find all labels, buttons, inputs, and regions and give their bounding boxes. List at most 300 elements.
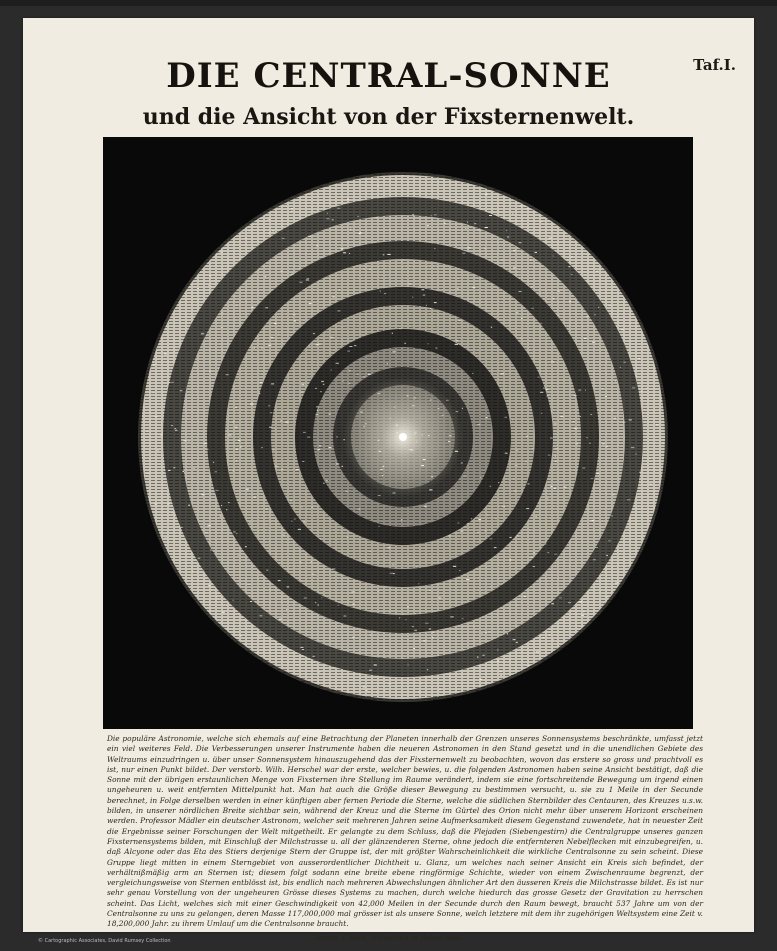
star-speck [318,344,321,345]
star-speck [412,297,413,298]
star-speck [323,483,325,484]
star-speck [526,508,529,509]
star-speck [512,213,513,214]
star-speck [639,472,641,473]
star-speck [513,478,514,479]
star-speck [323,384,325,385]
star-speck [530,557,533,558]
star-speck [399,328,402,329]
star-speck [541,221,543,222]
star-speck [432,632,435,633]
star-speck [325,480,327,481]
star-speck [586,437,588,438]
star-speck [201,494,204,495]
star-speck [516,642,518,643]
star-speck [478,519,481,520]
star-speck [221,327,223,328]
star-speck [349,370,350,371]
star-speck [270,412,272,413]
star-speck [465,228,466,229]
star-speck [309,303,312,304]
star-speck [351,591,354,592]
star-speck [342,466,343,467]
star-speck [564,487,567,488]
star-speck [396,432,398,433]
star-speck [629,419,632,420]
star-speck [176,545,177,546]
star-speck [621,329,624,330]
star-speck [474,223,476,224]
star-speck [318,672,321,673]
star-speck [393,351,396,352]
star-speck [538,377,540,378]
star-speck [612,494,616,495]
star-speck [320,391,322,392]
star-speck [407,606,409,607]
star-speck [591,478,594,479]
star-speck [175,430,178,431]
star-speck [153,392,154,393]
star-speck [363,269,365,270]
star-speck [434,248,435,249]
star-speck [215,490,218,491]
star-speck [237,555,239,556]
star-speck [311,561,312,562]
star-speck [477,229,480,230]
star-speck [358,509,361,510]
star-speck [544,544,547,545]
star-speck [249,231,251,232]
star-speck [359,233,361,234]
star-speck [369,670,372,671]
star-speck [533,566,536,567]
star-speck [171,382,174,383]
star-speck [595,547,598,548]
star-speck [459,570,460,571]
star-speck [387,363,388,364]
star-speck [306,280,309,281]
star-speck [384,690,385,691]
star-speck [245,238,246,239]
star-speck [250,404,253,405]
star-speck [458,523,460,524]
star-speck [283,535,285,536]
star-speck [662,443,665,444]
star-speck [627,499,631,500]
star-speck [236,460,237,461]
star-speck [429,629,431,630]
star-speck [641,391,642,392]
star-speck [387,547,390,548]
star-speck [568,266,570,267]
star-speck [467,222,468,223]
star-speck [477,657,479,658]
star-speck [530,259,532,260]
star-speck [303,522,305,523]
star-speck [236,533,238,534]
star-speck [430,308,431,309]
star-speck [360,412,362,413]
star-speck [313,656,315,657]
star-speck [171,425,172,426]
star-speck [554,554,557,555]
star-speck [232,600,233,601]
star-speck [410,449,413,450]
star-speck [328,447,331,448]
star-speck [315,414,318,415]
star-speck [168,503,171,504]
star-speck [531,308,534,309]
star-speck [448,441,450,442]
star-speck [370,269,372,270]
star-speck [396,425,398,426]
star-speck [226,509,227,510]
star-speck [210,550,212,551]
star-speck [602,388,604,389]
star-speck [621,552,622,553]
star-speck [632,387,635,388]
star-speck [434,302,437,303]
star-speck [453,566,456,567]
star-speck [462,253,465,254]
star-speck [301,507,303,508]
star-speck [174,428,176,429]
star-speck [555,461,557,462]
star-speck [245,546,247,547]
star-speck [207,449,208,450]
star-speck [218,369,219,370]
star-speck [363,376,365,377]
star-speck [468,247,471,248]
star-speck [579,601,582,602]
star-speck [431,215,433,216]
star-speck [300,647,303,648]
star-speck [631,447,634,448]
star-speck [188,441,190,442]
star-speck [222,612,225,613]
star-speck [532,448,533,449]
star-speck [485,227,488,228]
star-speck [297,664,299,665]
star-speck [250,601,252,602]
star-speck [407,395,409,396]
star-speck [221,505,222,506]
star-speck [638,358,641,359]
star-speck [352,637,354,638]
star-speck [553,298,554,299]
star-speck [220,252,223,253]
star-speck [307,278,310,279]
star-speck [582,468,585,469]
star-speck [421,465,424,466]
star-speck [423,295,426,296]
star-speck [271,383,274,384]
star-speck [462,618,464,619]
star-speck [505,417,507,418]
star-speck [528,665,530,666]
star-speck [380,469,383,470]
star-speck [542,637,544,638]
star-speck [261,348,263,349]
star-speck [535,516,536,517]
star-speck [499,671,502,672]
star-speck [336,436,337,437]
star-speck [429,489,432,490]
star-speck [480,477,482,478]
star-speck [547,396,549,397]
star-speck [233,531,236,532]
star-speck [551,361,554,362]
star-speck [484,248,486,249]
star-speck [188,505,190,506]
star-speck [515,465,518,466]
star-speck [332,297,334,298]
star-speck [280,420,281,421]
star-speck [596,473,599,474]
star-speck [368,691,370,692]
star-speck [393,573,395,574]
star-speck [343,252,346,253]
star-speck [291,211,293,212]
star-speck [392,333,393,334]
star-speck [439,689,441,690]
star-speck [498,482,499,483]
star-speck [543,388,545,389]
star-speck [457,288,458,289]
star-speck [442,415,444,416]
star-speck [308,345,310,346]
star-speck [273,230,275,231]
page-title: DIE CENTRAL-SONNE [166,56,611,96]
star-speck [409,283,412,284]
star-speck [379,451,382,452]
star-speck [266,509,267,510]
star-speck [477,424,480,425]
star-speck [365,423,367,424]
star-speck [636,376,637,377]
star-speck [549,238,552,239]
star-speck [551,603,554,604]
star-speck [290,500,292,501]
star-speck [536,651,539,652]
star-speck [357,216,359,217]
star-speck [346,491,348,492]
star-speck [540,323,542,324]
star-speck [412,405,415,406]
star-speck [337,208,340,209]
star-speck [414,613,415,614]
star-speck [611,515,612,516]
star-speck [240,446,242,447]
star-speck [339,290,340,291]
star-speck [210,276,211,277]
star-speck [341,248,344,249]
star-speck [551,411,552,412]
star-speck [241,231,242,232]
star-speck [485,632,487,633]
star-speck [399,617,400,618]
star-speck [236,305,237,306]
star-speck [615,582,618,583]
star-speck [439,597,442,598]
star-speck [497,660,499,661]
star-speck [424,506,427,507]
star-speck [268,405,270,406]
star-speck [553,639,554,640]
star-speck [313,333,315,334]
star-speck [428,435,430,436]
star-speck [159,500,162,501]
star-speck [605,396,607,397]
star-speck [354,345,356,346]
star-speck [524,461,527,462]
star-speck [286,609,287,610]
star-speck [407,665,408,666]
star-speck [164,537,167,538]
star-speck [505,453,508,454]
description-text: Die populäre Astronomie, welche sich ehemals auf eine Betrachtung der Planeten innerhalb der Grenzen unseres Sonnensystems beschränkte, umfasst jetzt ein viel weiteres Feld. Die Verbesserungen unserer Instrumente haben die neueren Astronomen in den Stand gesetzt und in die unendlichen Gebiete des Weltraums einzudringen u. über unser Sonnensystem hinauszugehend das der Fixsternenwelt zu beobachten, wovon das erstere so gross und prachtvoll es ist, nur einen Punkt bildet. Der verstorb. Wilh. Herschel war der erste, welcher bewies, u. die folgenden Astronomen haben seine Ansicht bestätigt, daß die Sonne mit der übrigen erstaunlichen Menge von Fixsternen ihre Stellung im Raume verändert, indem sie eine fortschreitende Bewegung um irgend einen ungeheuren u. weit entfernten Mittelpunkt hat. Man hat auch die Größe dieser Bewegung zu bestimmen versucht, u. sie zu 1 Meile in der Secunde berechnet, in Folge derselben werden in einer künftigen aber fernen Periode die Sterne, welche die südlichen Sternbilder des Centauren, des Kreuzes u.s.w. bilden, in unserer nördlichen Breite sichtbar sein, während der Kreuz und die Sterne im Gürtel des Orion nicht mehr über unserem Horizont erscheinen werden. Professor Mädler ein deutscher Astronom, welcher seit mehreren Jahren seine Aufmerksamkeit diesem Gegenstand zuwendete, hat in neuester Zeit die Ergebnisse seiner Forschungen der Welt mitgetheilt. Er gelangte zu dem Schluss, daß die Plejaden (Siebengestirn) die Centralgruppe unseres ganzen Fixsternensystems bilden, mit Einschluß der Milchstrasse u. all der glänzenderen Sterne, ohne jedoch die entfernteren Nebelflecken mit einzubegreifen, u. daß Alcyone oder das Eta des Stiers derjenige Stern der Gruppe ist, der mit größter Wahrscheinlichkeit die wirkliche Centralsonne zu sein scheint. Diese Gruppe liegt mitten in einem Sterngebiet von ausserordentlicher Dichtheit u. Glanz, um welches nach seiner Ansicht ein Kreis sich befindet, der verhältnißmäßig arm an Sternen ist; diesem folgt sodann eine breite ebene ringförmige Schichte, wieder von einem Zwischenraume begrenzt, der vergleichungsweise von Sternen entblösst ist, bis endlich nach mehreren Abwechslungen ähnlicher Art den äusseren Kreis die Milchstrasse bildet. Es ist nur sehr genau Vorstellung von der ungeheuren Grösse dieses Systems zu machen, durch welche hiedurch das grosse Gesetz der Gravitation zu herrschen scheint. Das Licht, welches sich mit einer Geschwindigkeit von 42,000 Meilen in der Secunde durch den Raum bewegt, braucht 537 Jahre um von der Centralsonne zu uns zu gelangen, deren Masse 117,000,000 mal grösser ist als unsere Sonne, welch letztere mit dem ihr zugehörigen Weltsystem eine Zeit v. 18,200,000 Jahr. zu ihrem Umlauf um die Centralsonne braucht. [107,734,703,929]
star-speck [416,441,417,442]
star-speck [512,420,513,421]
star-speck [466,579,469,580]
star-speck [378,440,379,441]
star-speck [429,590,431,591]
star-speck [236,449,238,450]
star-speck [349,253,350,254]
star-speck [548,455,551,456]
star-speck [648,458,650,459]
star-speck [404,343,406,344]
star-speck [521,318,522,319]
star-speck [347,351,350,352]
star-speck [247,584,250,585]
star-speck [387,254,390,255]
star-speck [254,348,255,349]
star-speck [193,468,195,469]
star-speck [221,313,224,314]
star-speck [624,362,627,363]
star-speck [331,370,332,371]
star-speck [269,232,271,233]
star-speck [198,558,201,559]
star-speck [228,502,229,503]
star-speck [555,448,558,449]
star-speck [572,421,575,422]
star-speck [614,418,617,419]
star-speck [285,422,289,423]
star-speck [510,559,513,560]
star-speck [319,445,321,446]
star-speck [432,637,433,638]
star-speck [606,555,608,556]
star-speck [278,580,281,581]
star-speck [581,615,584,616]
star-speck [660,400,662,401]
star-speck [368,374,371,375]
star-speck [507,237,509,238]
star-speck [490,586,492,587]
star-speck [393,493,396,494]
star-speck [472,373,473,374]
star-speck [183,471,185,472]
star-speck [294,320,296,321]
star-speck [416,566,418,567]
star-speck [484,531,486,532]
star-speck [213,462,214,463]
star-speck [370,635,371,636]
star-speck [363,426,364,427]
star-speck [160,435,163,436]
star-speck [415,432,417,433]
star-speck [173,467,175,468]
star-speck [500,675,502,676]
star-speck [336,463,339,464]
star-speck [318,605,319,606]
star-speck [598,307,599,308]
star-speck [181,527,183,528]
star-speck [278,333,279,334]
star-speck [303,432,306,433]
star-speck [235,427,238,428]
star-speck [526,436,528,437]
star-speck [425,623,429,624]
star-speck [578,390,581,391]
star-speck [649,484,652,485]
star-speck [426,305,427,306]
star-speck [254,497,256,498]
star-speck [486,417,488,418]
star-speck [298,529,301,530]
star-speck [463,649,465,650]
star-speck [301,392,304,393]
star-speck [282,469,284,470]
star-speck [312,574,314,575]
star-speck [321,381,324,382]
star-speck [307,437,310,438]
star-speck [291,274,294,275]
star-speck [269,427,272,428]
star-speck [251,307,253,308]
star-speck [438,408,440,409]
star-speck [414,397,416,398]
star-speck [382,475,383,476]
publisher-line: Verlag v. Wilh. Nitzschke in Schw. Hall. [313,933,464,942]
star-speck [516,450,518,451]
star-speck [246,489,249,490]
star-speck [321,597,322,598]
star-speck [275,429,276,430]
star-speck [291,208,293,209]
star-speck [558,315,559,316]
star-speck [267,219,270,220]
star-speck [583,611,585,612]
star-speck [180,390,183,391]
star-speck [238,440,240,441]
star-speck [507,633,508,634]
star-speck [390,418,391,419]
star-speck [164,353,167,354]
star-speck [487,514,489,515]
star-speck [434,214,437,215]
star-speck [427,669,428,670]
star-speck [318,449,321,450]
star-speck [594,314,595,315]
star-speck [421,683,423,684]
star-speck [385,657,386,658]
star-speck [554,488,556,489]
star-speck [435,348,437,349]
star-speck [540,392,543,393]
